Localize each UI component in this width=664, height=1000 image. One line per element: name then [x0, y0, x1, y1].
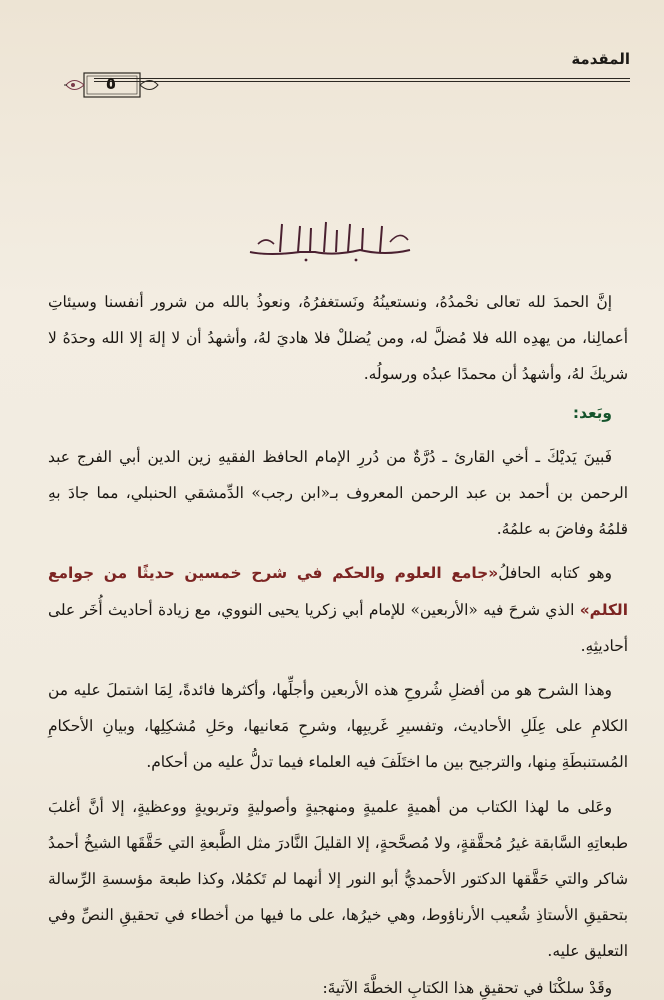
paragraph-method: وقَدْ سلكْنَا في تحقيقِ هذا الكتابِ الخطَّةَ الآتيةَ: [322, 978, 612, 997]
paragraph-editions: وعَلى ما لهذا الكتاب من أهميةٍ علميةٍ ومنهجيةٍ وأصوليةٍ وتربويةٍ ووعظيةٍ، إلا أنَّ أغلبَ طبعاتِهِ السَّابقة غيرُ مُحقَّقةٍ، ولا مُصحَّحةٍ، إلا القليلَ النَّادرَ مثل الطَّبعةِ التي حَقَّقَها الشيخُ أحمدُ شاكر والتي حَقَّقها الدكتور الأحمديُّ أبو النور إلا أنهما لم تَكمُلا، وكذا طبعة مؤسسةِ الرِّسالة بتحقيقِ الأستاذِ شُعيب الأرناؤوط، وهي خيرُها، على ما فيها من أخطاء في تحقيقِ النصِّ وفي التعليق عليه. [48, 797, 628, 961]
paragraph-opening: إنَّ الحمدَ لله تعالى نحْمدُهُ، ونستعينُهُ ونَستغفرُهُ، ونعوذُ بالله من شرور أنفسنا وسيئاتِ أعمالِنا، من يهدِه الله فلا مُضلَّ له، ومن يُضللْ فلا هاديَ لهُ، وأشهدُ أن لا إلهَ إلا الله وحدَهُ لا شريكَ لهُ، وأشهدُ أن محمدًا عبدُه ورسولُه. [48, 293, 628, 384]
paragraph-book-start: وهو كتابه الحافلُ [498, 564, 612, 583]
paragraph-commentary: وهذا الشرح هو من أفضلِ شُروحِ هذه الأربعين وأجلِّها، وأكثرها فائدةً، لِمَا اشتملَ عليه من الكلامِ على عِلَلِ الأحاديث، وتفسيرِ غَريبِها، وشرحِ مَعانيها، وحَلِ مُشكِلِها، وبيانِ الأحكامِ المُستنبطَةِ مِنها، والترجيح بين ما اختَلَفَ فيه العلماء فيما تدلُّ عليه من أحكام. [48, 681, 628, 772]
heading-wabad: وبَعد: [572, 403, 612, 422]
paragraph-book [48, 555, 628, 664]
chapter-title: المقدمة [571, 50, 630, 68]
main-text [48, 284, 628, 1000]
header-rule [94, 78, 630, 82]
book-title: «جامع العلوم والحكم في شرح خمسين حديثًا من جوامع الكلم» [48, 564, 628, 619]
page-number-frame [64, 72, 160, 98]
basmala-calligraphy [240, 212, 420, 268]
page-header [42, 48, 630, 108]
paragraph-intro: فَبينَ يَديْكَ ـ أخي القارئ ـ دُرَّةٌ من دُررِ الإمام الحافظ الفقيهِ زين الدين أبي الفرج عبد الرحمن بن أحمد بن عبد الرحمن المعروف بـ«ابن رجب» الدِّمشقي الحنبلي، مما جادَ بهِ قلمُهُ وفاضَ به علمُهُ. [48, 447, 628, 539]
paragraph-book-end: الذي شرحَ فيه «الأربعين» للإمام أبي زكريا يحيى النووي، مع زيادة أحاديث أُخَر على أحاديثِهِ. [48, 600, 628, 655]
page-number: ٥ [105, 74, 117, 94]
